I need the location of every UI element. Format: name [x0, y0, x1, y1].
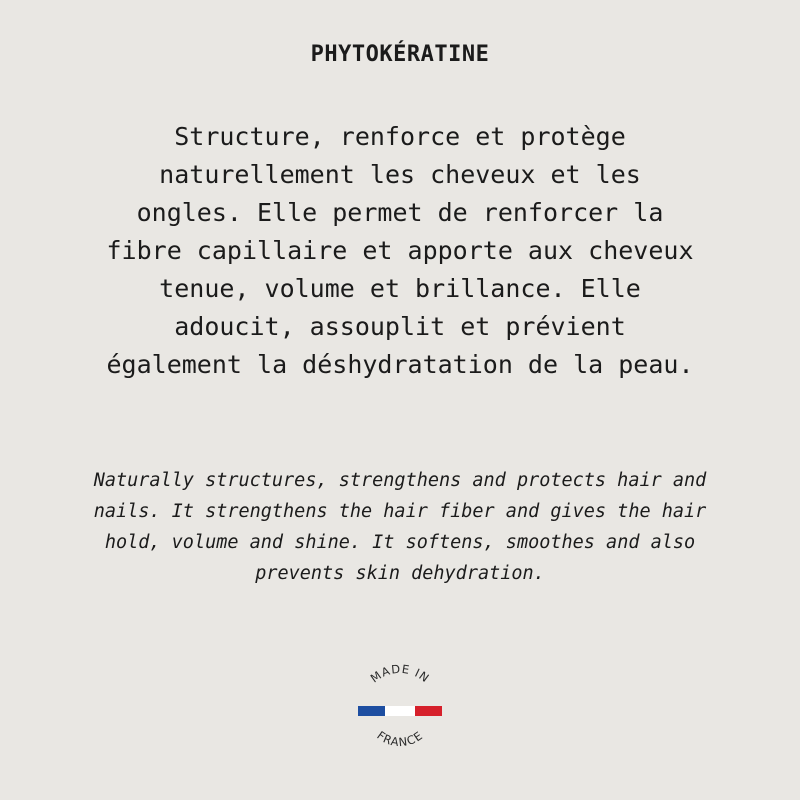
flag-white-stripe [385, 706, 415, 716]
flag-blue-stripe [358, 706, 385, 716]
svg-text:FRANCE [374, 728, 425, 749]
english-description: Naturally structures, strengthens and protects hair and nails. It strengthens the hair fiber and gives the hair hold, volume and shine. It softens, smoothes and also prevents skin dehydration. [93, 470, 707, 584]
flag-red-stripe [415, 706, 442, 716]
product-title: PHYTOKÉRATINE [310, 42, 490, 67]
made-in-france-icon [340, 650, 460, 770]
badge-bottom-text: FRANCE [374, 728, 426, 750]
svg-text:MADE IN [368, 662, 433, 686]
made-in-france-badge [340, 650, 460, 770]
french-description: Structure, renforce et protège naturellement les cheveux et les ongles. Elle permet de renforcer la fibre capillaire et apporte aux cheveux tenue, volume et brillance. Elle adoucit, assouplit et prévient également la déshydratation de la peau. [106, 122, 694, 379]
badge-top-text: MADE IN [367, 661, 433, 686]
